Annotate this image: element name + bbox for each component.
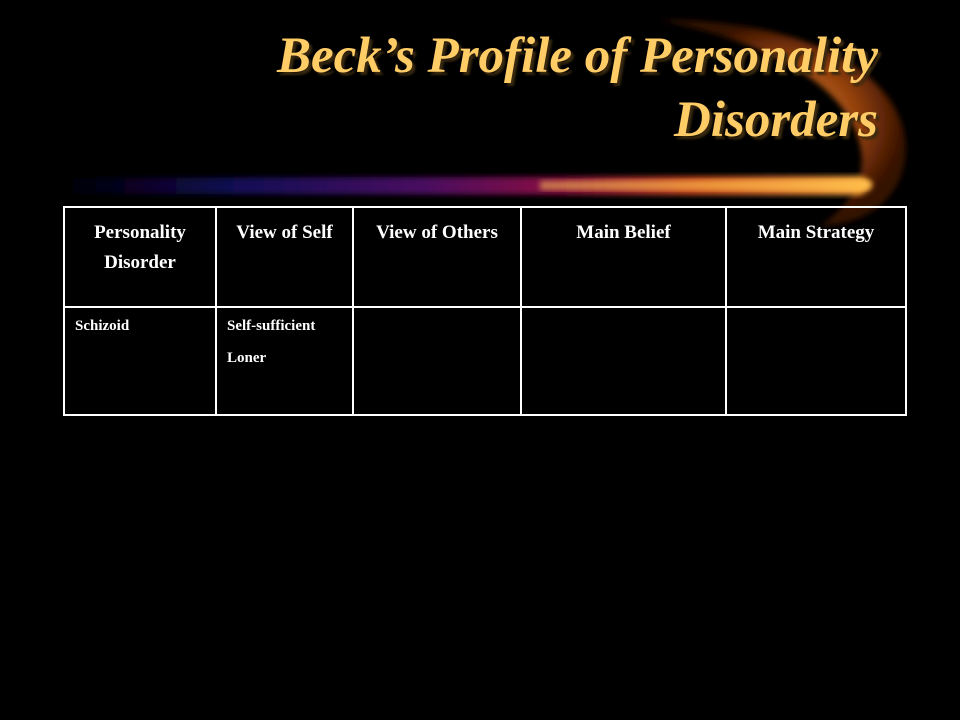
cell-disorder: [64, 307, 216, 415]
disorder-name: Schizoid: [75, 318, 130, 334]
table-header-row: [64, 207, 906, 307]
view-of-self-item: Loner: [227, 350, 267, 366]
cell-view-of-self: [216, 307, 353, 415]
header-view-of-others: View of Others: [353, 207, 521, 307]
view-of-self-item: Self-sufficient: [227, 318, 316, 334]
header-personality-disorder: Personality Disorder: [64, 207, 216, 307]
header-main-belief: Main Belief: [521, 207, 726, 307]
header-main-strategy: Main Strategy: [726, 207, 906, 307]
slide-title: Beck’s Profile of Personality Disorders: [276, 28, 878, 148]
cell-spacer: [227, 338, 342, 346]
cell-view-of-others: [353, 307, 521, 415]
cell-main-strategy: [726, 307, 906, 415]
table-row: [64, 307, 906, 415]
cell-main-belief: [521, 307, 726, 415]
personality-table: [63, 206, 907, 416]
header-view-of-self: View of Self: [216, 207, 353, 307]
